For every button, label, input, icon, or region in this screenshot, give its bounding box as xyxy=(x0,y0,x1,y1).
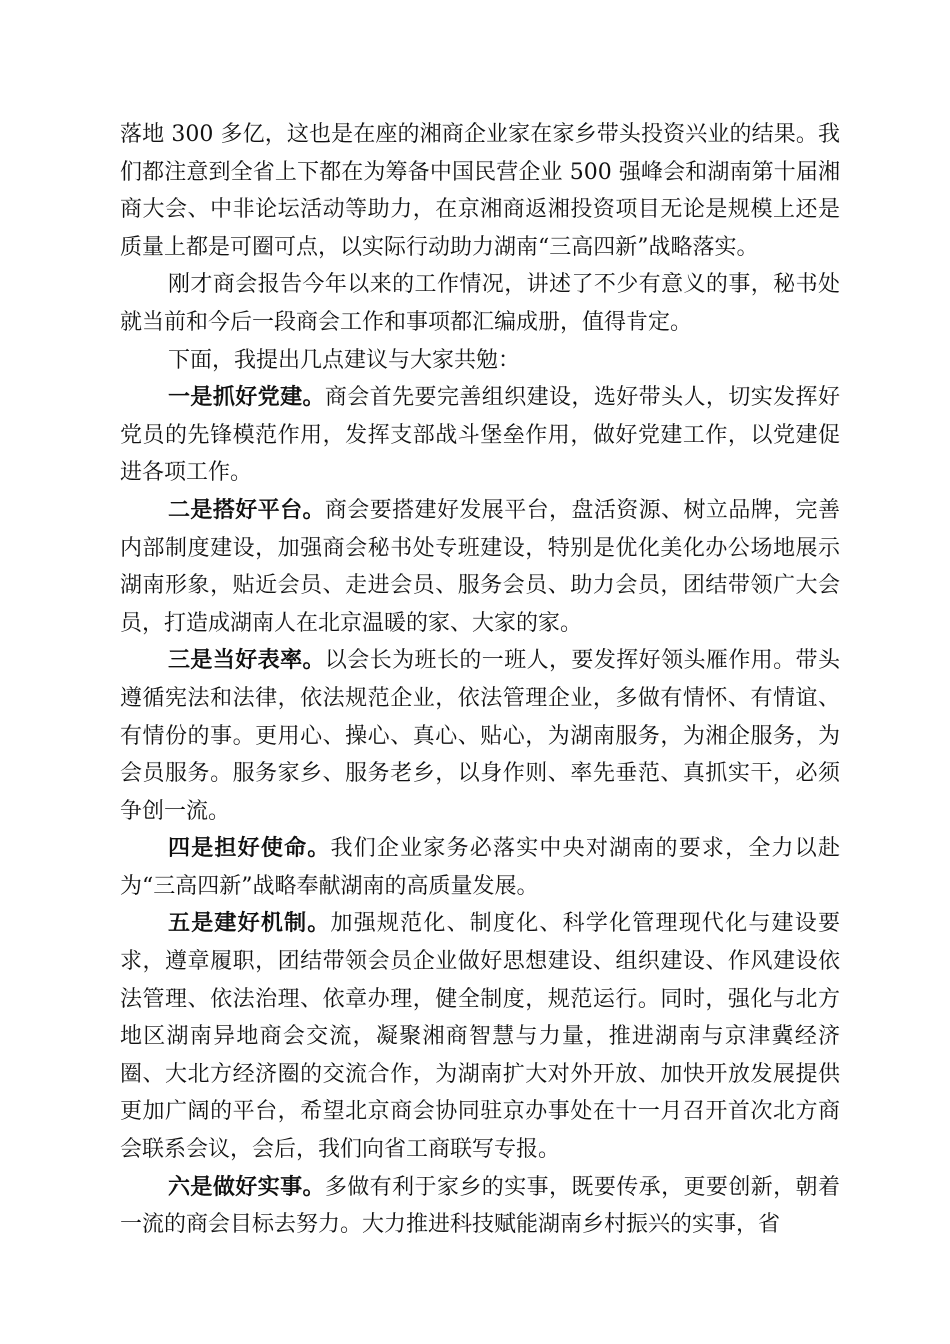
paragraph xyxy=(120,642,840,830)
paragraph-text: 落地 300 多亿，这也是在座的湘商企业家在家乡带头投资兴业的结果。我们都注意到全省上下都在为筹备中国民营企业 500 强峰会和湖南第十届湘商大会、中非论坛活动等助力，在京湘商返湘投资项目无论是规模上还是质量上都是可圈可点，以实际行动助力湖南“三高四新”战略落实。 xyxy=(120,122,840,260)
paragraph-lead: 三是当好表率。 xyxy=(168,647,325,674)
paragraph xyxy=(120,492,840,642)
paragraph-lead: 二是搭好平台。 xyxy=(168,496,325,523)
paragraph xyxy=(120,1169,840,1244)
paragraph xyxy=(120,266,840,341)
paragraph xyxy=(120,830,840,905)
paragraph-lead: 一是抓好党建。 xyxy=(168,384,325,411)
paragraph xyxy=(120,342,840,380)
paragraph xyxy=(120,379,840,492)
document-body xyxy=(120,116,840,1244)
paragraph-text: 加强规范化、制度化、科学化管理现代化与建设要求，遵章履职，团结带领会员企业做好思想建设、组织建设、作风建设依法管理、依法治理、依章办理，健全制度，规范运行。同时，强化与北方地区湖南异地商会交流，凝聚湘商智慧与力量，推进湖南与京津冀经济圈、大北方经济圈的交流合作，为湖南扩大对外开放、加快开放发展提供更加广阔的平台，希望北京商会协同驻京办事处在十一月召开首次北方商会联系会议，会后，我们向省工商联写专报。 xyxy=(120,911,840,1163)
paragraph-lead: 六是做好实事。 xyxy=(168,1173,325,1200)
paragraph-text: 多做有利于家乡的实事，既要传承，更要创新，朝着一流的商会目标去努力。大力推进科技赋能湖南乡村振兴的实事，省 xyxy=(120,1174,840,1238)
paragraph-text: 商会首先要完善组织建设，选好带头人，切实发挥好党员的先锋模范作用，发挥支部战斗堡垒作用，做好党建工作，以党建促进各项工作。 xyxy=(120,385,840,486)
paragraph-text: 商会要搭建好发展平台，盘活资源、树立品牌，完善内部制度建设，加强商会秘书处专班建设，特别是优化美化办公场地展示湖南形象，贴近会员、走进会员、服务会员、助力会员，团结带领广大会员，打造成湖南人在北京温暖的家、大家的家。 xyxy=(120,497,840,636)
paragraph-text: 以会长为班长的一班人，要发挥好领头雁作用。带头遵循宪法和法律，依法规范企业，依法管理企业，多做有情怀、有情谊、有情份的事。更用心、操心、真心、贴心，为湖南服务，为湘企服务，为会员服务。服务家乡、服务老乡，以身作则、率先垂范、真抓实干，必须争创一流。 xyxy=(120,648,840,824)
paragraph xyxy=(120,905,840,1168)
paragraph-lead: 五是建好机制。 xyxy=(168,910,331,937)
paragraph-text: 刚才商会报告今年以来的工作情况，讲述了不少有意义的事，秘书处就当前和今后一段商会工作和事项都汇编成册，值得肯定。 xyxy=(120,272,840,335)
paragraph-text: 我们企业家务必落实中央对湖南的要求，全力以赴为“三高四新”战略奉献湖南的高质量发展。 xyxy=(120,836,840,899)
paragraph-lead: 四是担好使命。 xyxy=(168,835,331,862)
paragraph xyxy=(120,116,840,266)
paragraph-text: 下面，我提出几点建议与大家共勉： xyxy=(168,347,521,373)
